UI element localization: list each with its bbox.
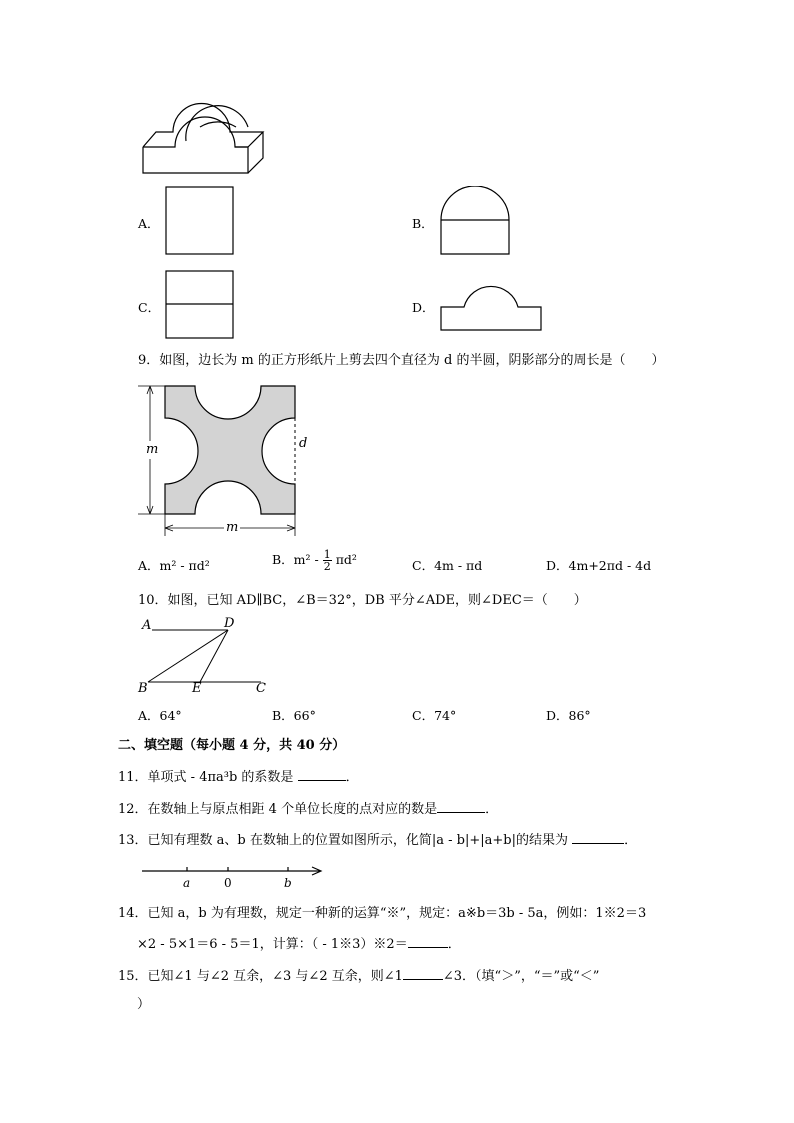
q14-line1: 14．已知 a，b 为有理数，规定一种新的运算“※”，规定：a※b＝3b - 5a，例如：1※2＝3 bbox=[118, 906, 647, 921]
q10-label-c: C bbox=[256, 681, 266, 696]
q9-option-b-numerator: 1 bbox=[323, 548, 331, 561]
q13-axis-label-0: 0 bbox=[224, 876, 232, 890]
q8-option-a-figure bbox=[165, 186, 235, 256]
q9-label-d: d bbox=[299, 436, 308, 451]
q8-option-d-figure bbox=[440, 278, 544, 332]
q13-axis-label-b: b bbox=[284, 876, 292, 890]
q9-label-m-bottom: m bbox=[226, 520, 239, 535]
q12-text: 12．在数轴上与原点相距 4 个单位长度的点对应的数是 bbox=[118, 802, 438, 817]
q15-text: 15．已知∠1 与∠2 互余，∠3 与∠2 互余，则∠1 bbox=[118, 969, 403, 984]
q10-label-a: A bbox=[142, 618, 152, 633]
q15-answer-blank[interactable] bbox=[403, 967, 443, 980]
q11-answer-blank[interactable] bbox=[298, 768, 346, 781]
q8-option-b-figure bbox=[440, 186, 512, 256]
q8-option-c-label: C． bbox=[138, 300, 161, 315]
q14-answer-blank[interactable] bbox=[408, 935, 448, 948]
q14-line2 bbox=[137, 935, 461, 954]
q11-end: ． bbox=[345, 770, 359, 785]
q14-line2-text: ×2 - 5×1＝6 - 5＝1，计算：（ - 1※3）※2＝ bbox=[137, 937, 408, 952]
q11-text: 11．单项式 - 4πa³b 的系数是 bbox=[118, 770, 294, 785]
q8-option-a-label: A． bbox=[138, 216, 160, 231]
q15-line1 bbox=[118, 967, 599, 986]
q8-solid-figure bbox=[138, 95, 268, 180]
q12-answer-blank[interactable] bbox=[437, 800, 485, 813]
q9-figure bbox=[138, 378, 313, 538]
q9-option-b-fraction bbox=[323, 549, 332, 572]
q10-option-c: C．74° bbox=[412, 708, 457, 723]
q14-end: ． bbox=[447, 937, 461, 952]
q12 bbox=[118, 800, 498, 819]
q13-answer-blank[interactable] bbox=[572, 831, 624, 844]
q10-label-b: B bbox=[138, 681, 148, 696]
q12-end: ． bbox=[485, 802, 499, 817]
q13-text: 13．已知有理数 a、b 在数轴上的位置如图所示，化简|a - b|+|a+b|的结果为 bbox=[118, 833, 568, 848]
q10-label-d: D bbox=[224, 616, 235, 631]
q10-figure bbox=[138, 615, 268, 697]
q8-option-c-figure bbox=[165, 270, 235, 340]
q9-option-b bbox=[272, 549, 357, 572]
q10-stem: 10．如图，已知 AD∥BC，∠B＝32°，DB 平分∠ADE，则∠DEC＝（ ） bbox=[138, 593, 587, 608]
q13 bbox=[118, 831, 637, 850]
q10-option-a: A．64° bbox=[138, 708, 182, 723]
q10-label-e: E bbox=[192, 681, 202, 696]
q13-number-line bbox=[140, 862, 325, 882]
q10-option-b: B．66° bbox=[272, 708, 316, 723]
q9-stem: 9．如图，边长为 m 的正方形纸片上剪去四个直径为 d 的半圆，阴影部分的周长是（ ） bbox=[138, 353, 665, 368]
q9-option-d: D．4m+2πd - 4d bbox=[546, 558, 652, 573]
q11 bbox=[118, 768, 359, 787]
q9-option-b-prefix: B．m² - bbox=[272, 552, 319, 567]
q13-axis-label-a: a bbox=[183, 876, 191, 890]
q9-option-c: C．4m - πd bbox=[412, 558, 483, 573]
q13-end: ． bbox=[624, 833, 638, 848]
q10-option-d: D．86° bbox=[546, 708, 591, 723]
section-2-title: 二、填空题（每小题 4 分，共 40 分） bbox=[118, 738, 346, 753]
q15-line2: ） bbox=[137, 997, 151, 1012]
q8-option-d-label: D． bbox=[412, 300, 435, 315]
q9-option-b-suffix: πd² bbox=[335, 552, 357, 567]
q9-option-b-denominator: 2 bbox=[323, 560, 331, 573]
q9-option-a: A．m² - πd² bbox=[138, 558, 210, 573]
q8-option-b-label: B． bbox=[412, 216, 434, 231]
q15-text-after: ∠3．（填“＞”，“＝”或“＜” bbox=[442, 969, 600, 984]
q9-label-m-left: m bbox=[146, 442, 159, 457]
